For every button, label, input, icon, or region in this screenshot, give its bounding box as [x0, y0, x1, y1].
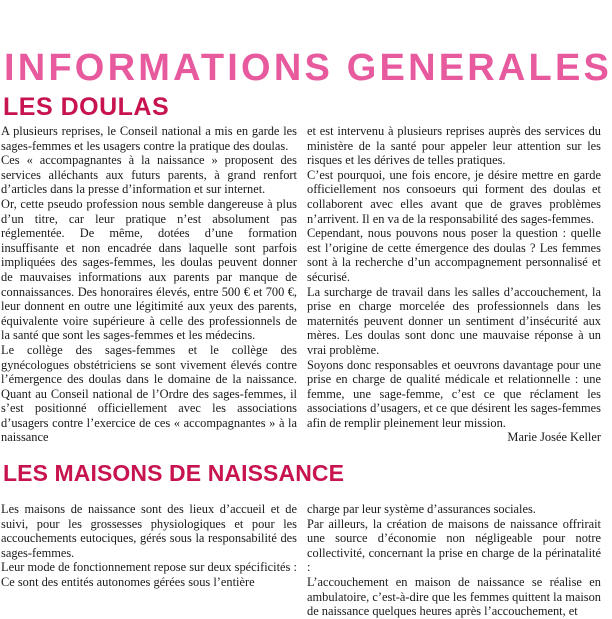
doulas-left-column	[1, 124, 297, 445]
maisons-right-column	[307, 502, 601, 619]
paragraph: Ces « accompagnantes à la naissance » proposent des services alléchants aux futurs parents, à grand renfort d’articles dans la presse d’information et sur internet.	[1, 153, 297, 197]
paragraph: Leur mode de fonctionnement repose sur deux spécificités :	[1, 560, 297, 575]
section-title-doulas: LES DOULAS	[3, 93, 170, 121]
author-signature: Marie Josée Keller	[507, 430, 601, 445]
paragraph: Ce sont des entités autonomes gérées sous l’entière	[1, 574, 255, 589]
paragraph: Soyons donc responsables et oeuvrons davantage pour une prise en charge de qualité médicale et relationnelle : une femme, une sage-femme, c’est ce que réclament les associations d’usagers, et ce que désirent les sages-femmes afin de remplir pleinement leur mission.	[307, 357, 601, 430]
maisons-left-column	[1, 502, 297, 590]
paragraph: Le collège des sages-femmes et le collège des gynécologues obstétriciens se sont vivement élevés contre l’émergence des doulas dans le domaine de la naissance. Quant au Conseil national de l’Ordre des sages-femmes, il s’est positionné officiellement avec les associations d’usagers contre l’exercice de ces « accompagnantes » à la naissance	[1, 342, 297, 445]
page-title: INFORMATIONS GENERALES	[4, 47, 612, 89]
doulas-right-column	[307, 124, 601, 445]
section-title-maisons-de-naissance: LES MAISONS DE NAISSANCE	[3, 460, 345, 486]
paragraph: Par ailleurs, la création de maisons de naissance offrirait une source d’économie non négligeable pour notre collectivité, concernant la prise en charge de la périnatalité :	[307, 516, 601, 575]
paragraph: A plusieurs reprises, le Conseil national a mis en garde les sages-femmes et les usagers contre la pratique des doulas.	[1, 124, 297, 153]
paragraph: L’accouchement en maison de naissance se réalise en ambulatoire, c’est-à-dire que les femmes quittent la maison de naissance quelques heures après l’accouchement, et	[307, 574, 601, 619]
paragraph: et est intervenu à plusieurs reprises auprès des services du ministère de la santé pour appeler leur attention sur les risques et les dérives de telles pratiques.	[307, 124, 601, 168]
paragraph: Or, cette pseudo profession nous semble dangereuse à plus d’un titre, car leur pratique n’est absolument pas réglementée. De même, dotées d’une formation insuffisante et non encadrée dans laquelle sont parfois impliquées des sages-femmes, les doulas peuvent donner de mauvaises informations aux parents par manque de connaissances. Des honoraires élevés, entre 500 € et 700 €, leur donnent en outre une légitimité aux yeux des parents, équivalente voire supérieure à celle des professionnels de la santé que sont les sages-femmes et les médecins.	[1, 196, 297, 343]
paragraph: Les maisons de naissance sont des lieux d’accueil et de suivi, pour les grossesses physiologiques et pour les accouchements eutociques, gérés sous la responsabilité des sages-femmes.	[1, 502, 297, 560]
paragraph: Cependant, nous pouvons nous poser la question : quelle est l’origine de cette émergence des doulas ? Les femmes sont à la recherche d’un accompagnement personnalisé et sécurisé.	[307, 226, 601, 284]
paragraph: La surcharge de travail dans les salles d’accouchement, la prise en charge morcelée des professionnels dans les maternités peuvent donner un sentiment d’insécurité aux mères. Les doulas sont donc une mauvaise réponse à un vrai problème.	[307, 284, 601, 357]
paragraph: C’est pourquoi, une fois encore, je désire mettre en garde officiellement nos consoeurs qui forment des doulas et collaborent avec elles avant que de graves problèmes n’arrivent. Il en va de la responsabilité des sages-femmes.	[307, 167, 601, 226]
paragraph: charge par leur système d’assurances sociales.	[307, 502, 536, 516]
